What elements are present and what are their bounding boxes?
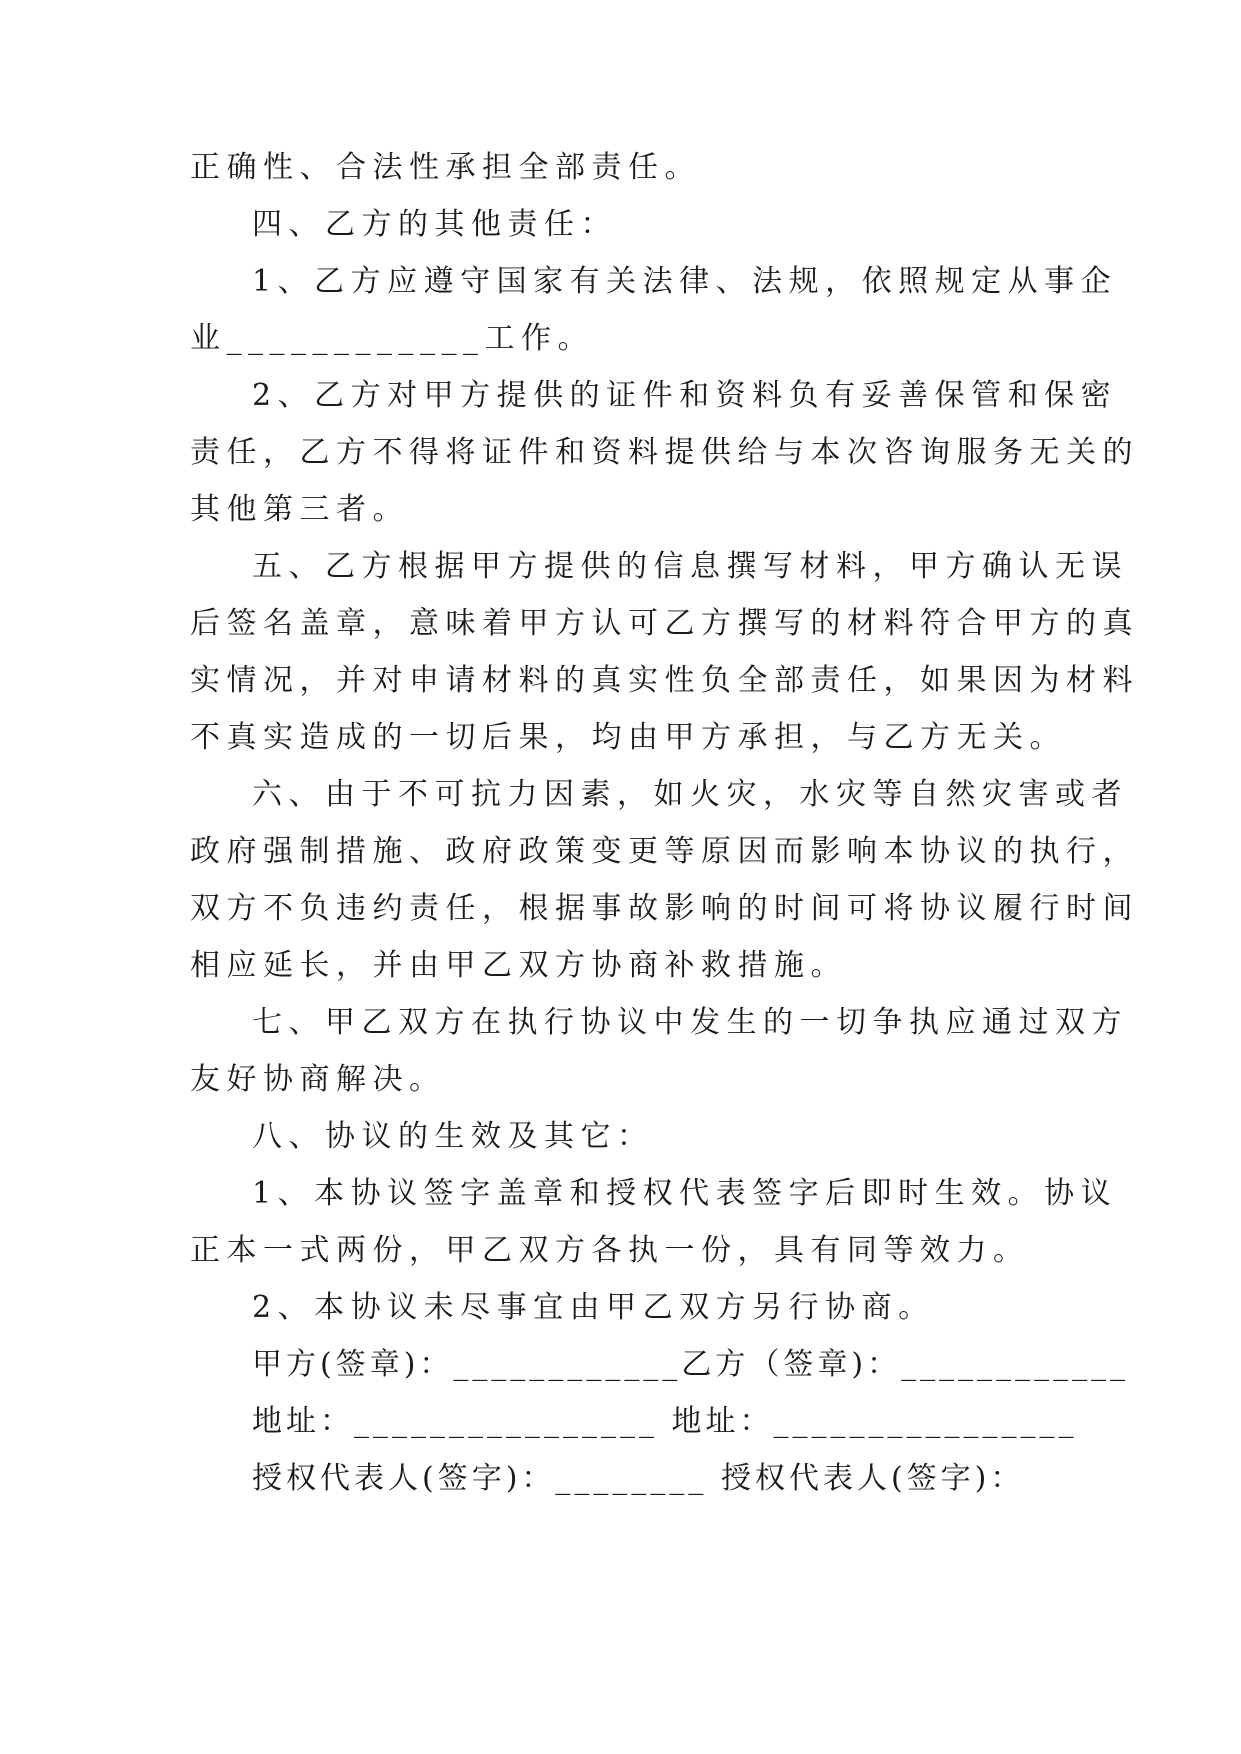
body-line: 2、乙方对甲方提供的证件和资料负有妥善保管和保密	[252, 378, 1118, 413]
body-line: 实情况，并对申请材料的真实性负全部责任，如果因为材料	[190, 663, 1139, 698]
body-line: 后签名盖章，意味着甲方认可乙方撰写的材料符合甲方的真	[190, 606, 1139, 641]
body-line: 其他第三者。	[190, 492, 409, 527]
signature-representative-line: 授权代表人(签字)：________ 授权代表人(签字)：	[252, 1461, 1025, 1496]
body-line: 七、甲乙双方在执行协议中发生的一切争执应通过双方	[252, 1005, 1128, 1040]
section-heading: 八、协议的生效及其它：	[252, 1119, 654, 1154]
body-line: 1、本协议签字盖章和授权代表签字后即时生效。协议	[252, 1176, 1118, 1211]
body-line: 相应延长，并由甲乙双方协商补救措施。	[190, 948, 847, 983]
section-heading: 四、乙方的其他责任：	[252, 207, 617, 242]
body-line: 政府强制措施、政府政策变更等原因而影响本协议的执行，	[190, 834, 1139, 869]
body-line: 友好协商解决。	[190, 1062, 446, 1097]
body-line: 正本一式两份，甲乙双方各执一份，具有同等效力。	[190, 1233, 1030, 1268]
signature-address-line: 地址：________________ 地址：________________	[252, 1404, 1078, 1439]
body-line: 业____________工作。	[190, 321, 594, 356]
body-line: 1、乙方应遵守国家有关法律、法规，依照规定从事企	[252, 264, 1118, 299]
body-line: 双方不负违约责任，根据事故影响的时间可将协议履行时间	[190, 891, 1139, 926]
body-line: 正确性、合法性承担全部责任。	[190, 150, 701, 185]
body-line: 五、乙方根据甲方提供的信息撰写材料，甲方确认无误	[252, 549, 1128, 584]
signature-party-line: 甲方(签章)：____________乙方（签章)：____________	[252, 1347, 1130, 1382]
body-line: 六、由于不可抗力因素，如火灾，水灾等自然灾害或者	[252, 777, 1128, 812]
body-line: 责任，乙方不得将证件和资料提供给与本次咨询服务无关的	[190, 435, 1139, 470]
body-line: 2、本协议未尽事宜由甲乙双方另行协商。	[252, 1290, 935, 1325]
body-line: 不真实造成的一切后果，均由甲方承担，与乙方无关。	[190, 720, 1066, 755]
